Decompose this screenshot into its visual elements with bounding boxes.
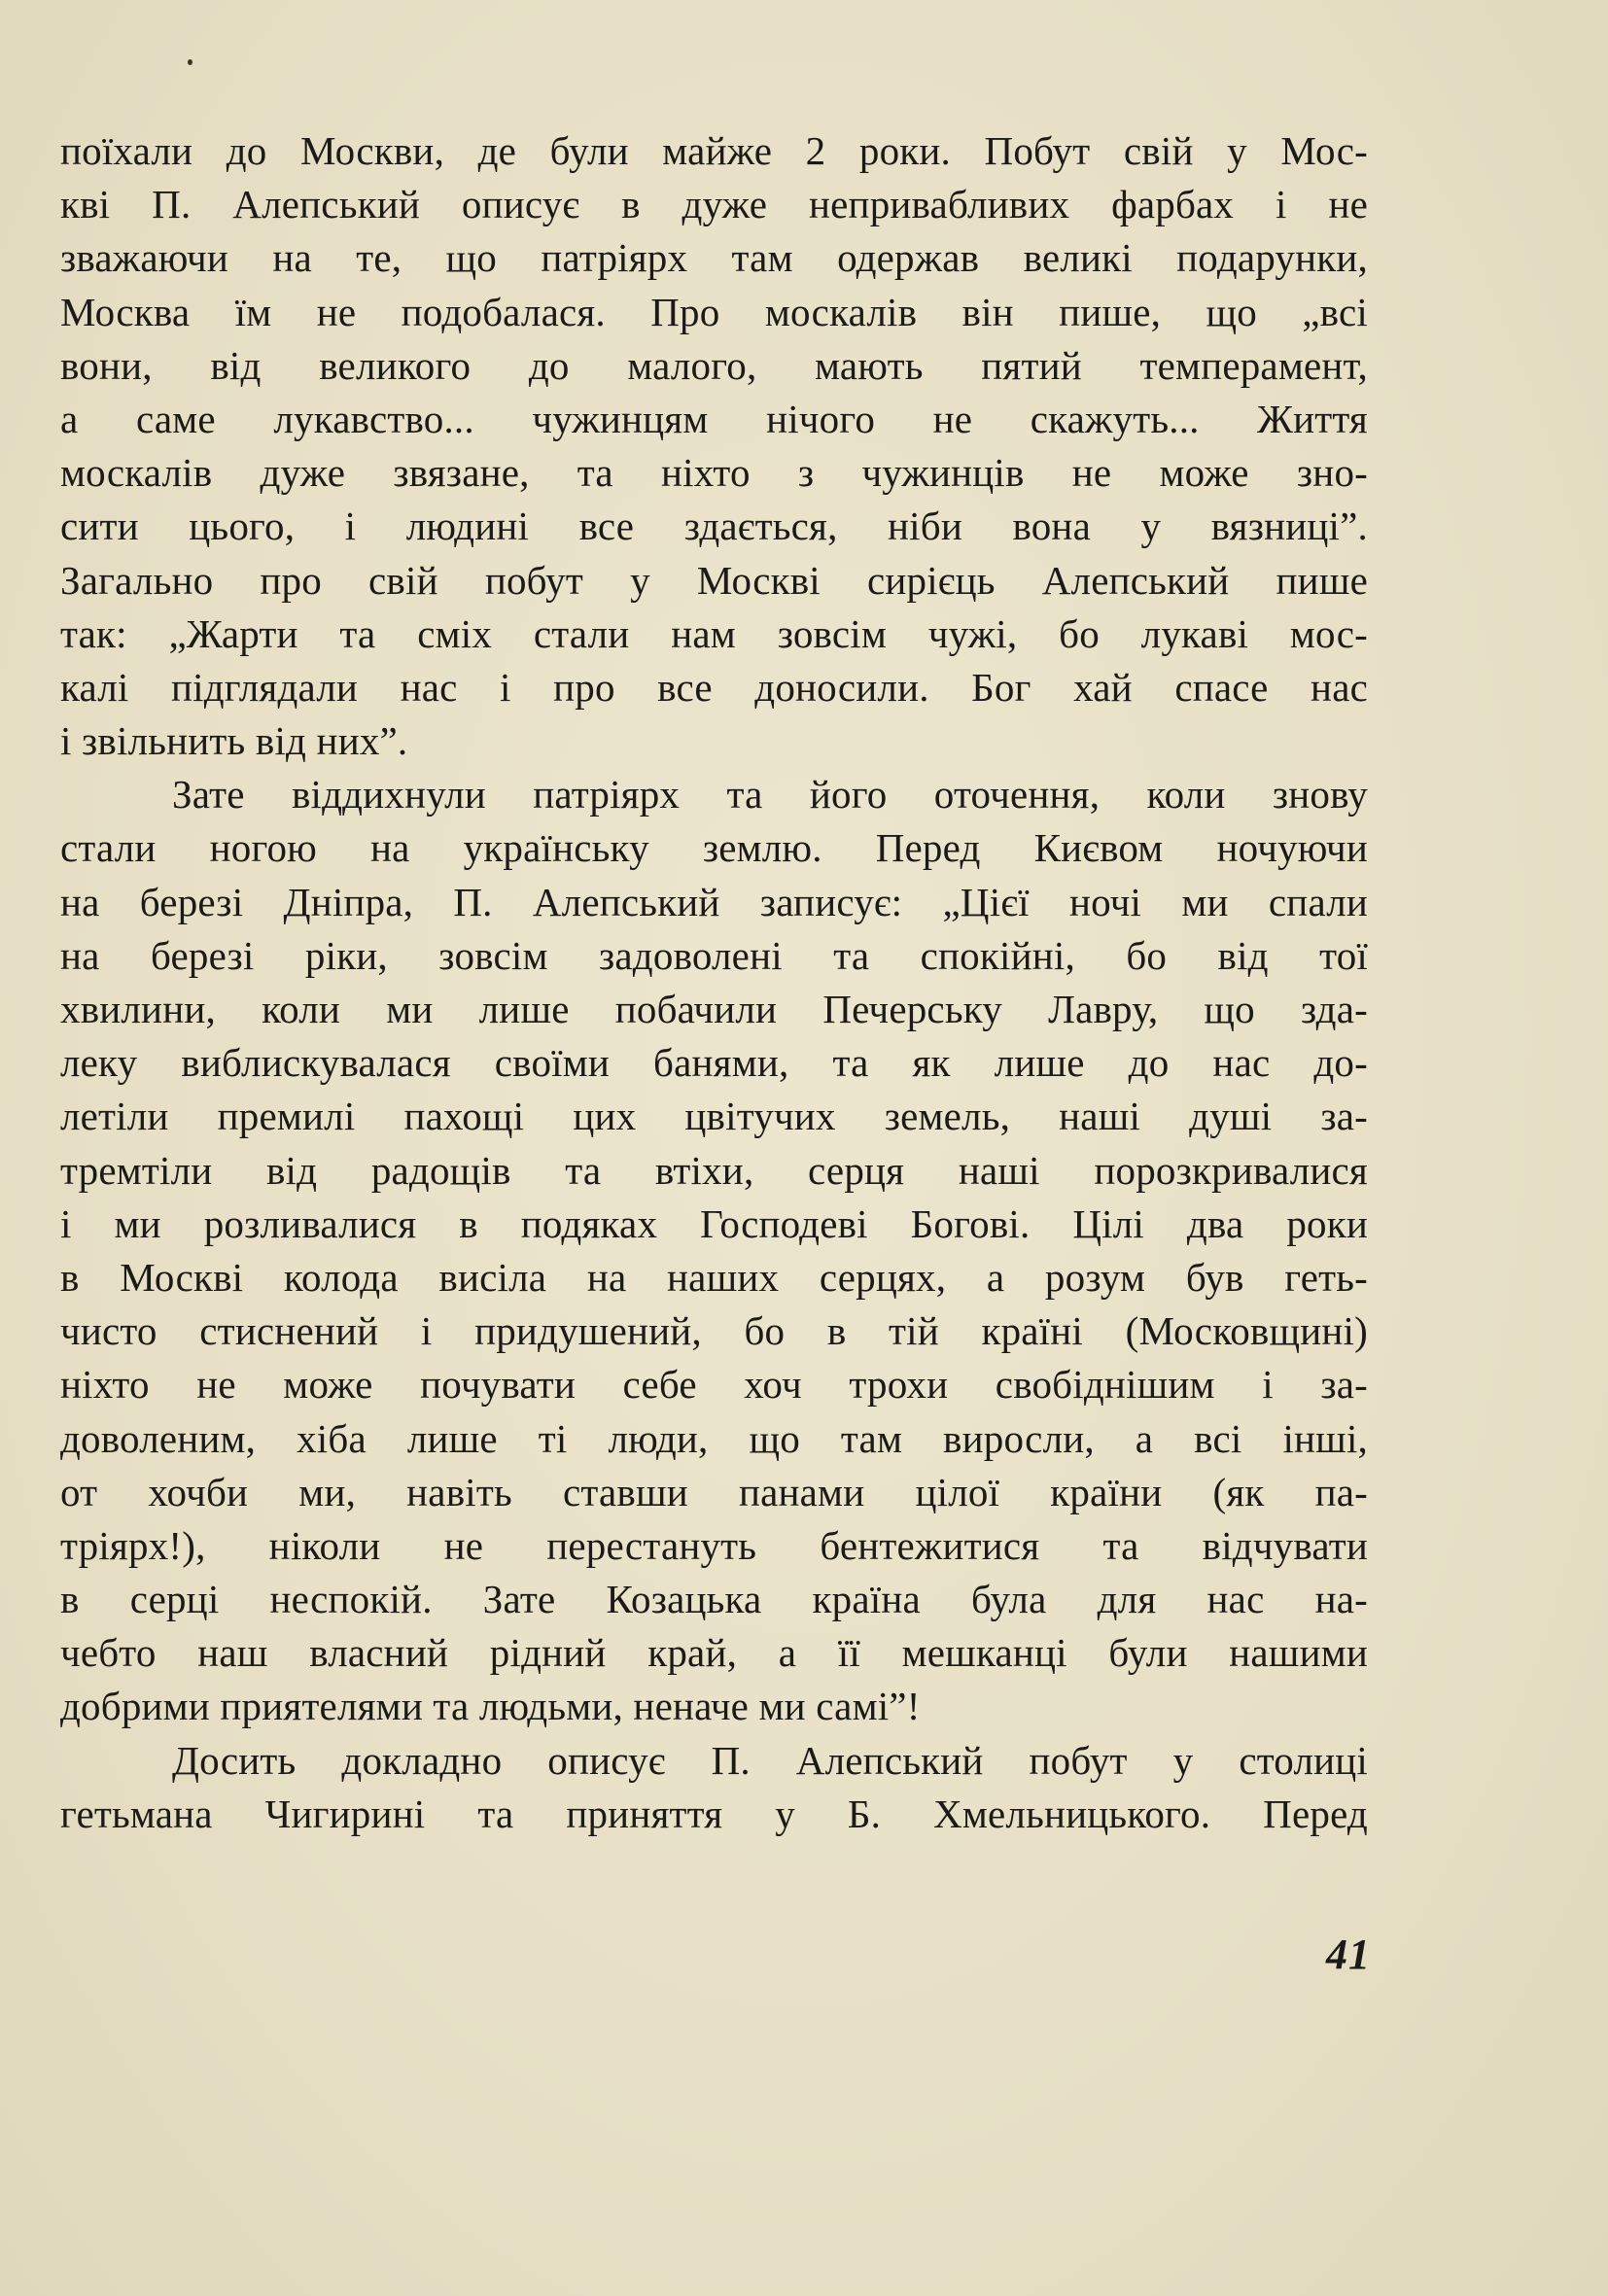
text-line: так: „Жарти та сміх стали нам зовсім чужі, бо лукаві мос-	[60, 610, 1368, 656]
text-line: Москва їм не подобалася. Про москалів він пише, що „всі	[60, 289, 1368, 334]
text-line: сити цього, і людині все здається, ніби вона у вязниці”.	[60, 504, 1368, 549]
text-line: зважаючи на те, що патріярх там одержав великі подарунки,	[60, 235, 1368, 281]
text-line: чебто наш власний рідний край, а її мешканці були нашими	[60, 1630, 1368, 1676]
text-line: тріярх!), ніколи не перестануть бентежитися та відчувати	[60, 1522, 1368, 1568]
text-line: от хочби ми, навіть ставши панами цілої країни (як па-	[60, 1469, 1368, 1514]
ink-speck	[188, 59, 192, 65]
text-line: Зате віддихнули патріярх та його оточення, коли знову	[172, 772, 1368, 818]
text-line: і звільнить від них”.	[60, 718, 408, 764]
text-line: леку виблискувалася своїми банями, та як лише до нас до-	[60, 1040, 1368, 1086]
text-line: поїхали до Москви, де були майже 2 роки. Побут свій у Мос-	[60, 128, 1368, 173]
text-line: а саме лукавство... чужинцям нічого не скажуть... Життя	[60, 396, 1368, 441]
text-line: тремтіли від радощів та втіхи, серця наші порозкривалися	[60, 1147, 1368, 1193]
text-line: москалів дуже звязане, та ніхто з чужинців не може зно-	[60, 450, 1368, 496]
text-line: в Москві колода висіла на наших серцях, а розум був геть-	[60, 1254, 1368, 1300]
text-line: на березі ріки, зовсім задоволені та спокійні, бо від тої	[60, 932, 1368, 978]
text-line: чисто стиснений і придушений, бо в тій країні (Московщині)	[60, 1308, 1368, 1354]
text-line: добрими приятелями та людьми, неначе ми самі”!	[60, 1684, 921, 1729]
text-line: хвилини, коли ми лише побачили Печерську Лавру, що зда-	[60, 987, 1368, 1031]
text-line: стали ногою на українську землю. Перед Києвом ночуючи	[60, 825, 1368, 871]
text-line: Загально про свій побут у Москві сирієць Алепський пише	[60, 557, 1368, 603]
paragraph-1	[60, 124, 1368, 768]
text-line: в серці неспокій. Зате Козацька країна була для нас на-	[60, 1577, 1368, 1622]
paragraph-2	[60, 768, 1368, 1733]
text-line: Досить докладно описує П. Алепський побут у столиці	[172, 1737, 1368, 1783]
text-line: гетьмана Чигирині та приняття у Б. Хмельницького. Перед	[60, 1791, 1368, 1836]
text-line: вони, від великого до малого, мають пятий темперамент,	[60, 342, 1368, 388]
body-text	[60, 124, 1368, 1841]
paragraph-3	[60, 1734, 1368, 1841]
text-line: кві П. Алепський описує в дуже непривабливих фарбах і не	[60, 182, 1368, 227]
text-line: летіли премилі пахощі цих цвітучих земель, наші душі за-	[60, 1094, 1368, 1139]
page-number: 41	[1326, 1931, 1371, 1978]
text-line: ніхто не може почувати себе хоч трохи свобіднішим і за-	[60, 1362, 1368, 1408]
text-line: калі підглядали нас і про все доносили. Бог хай спасе нас	[60, 664, 1368, 710]
text-line: доволеним, хіба лише ті люди, що там виросли, а всі інші,	[60, 1415, 1368, 1461]
text-line: на березі Дніпра, П. Алепський записує: „Цієї ночі ми спали	[60, 879, 1368, 924]
text-line: і ми розливалися в подяках Господеві Богові. Цілі два роки	[60, 1200, 1368, 1246]
